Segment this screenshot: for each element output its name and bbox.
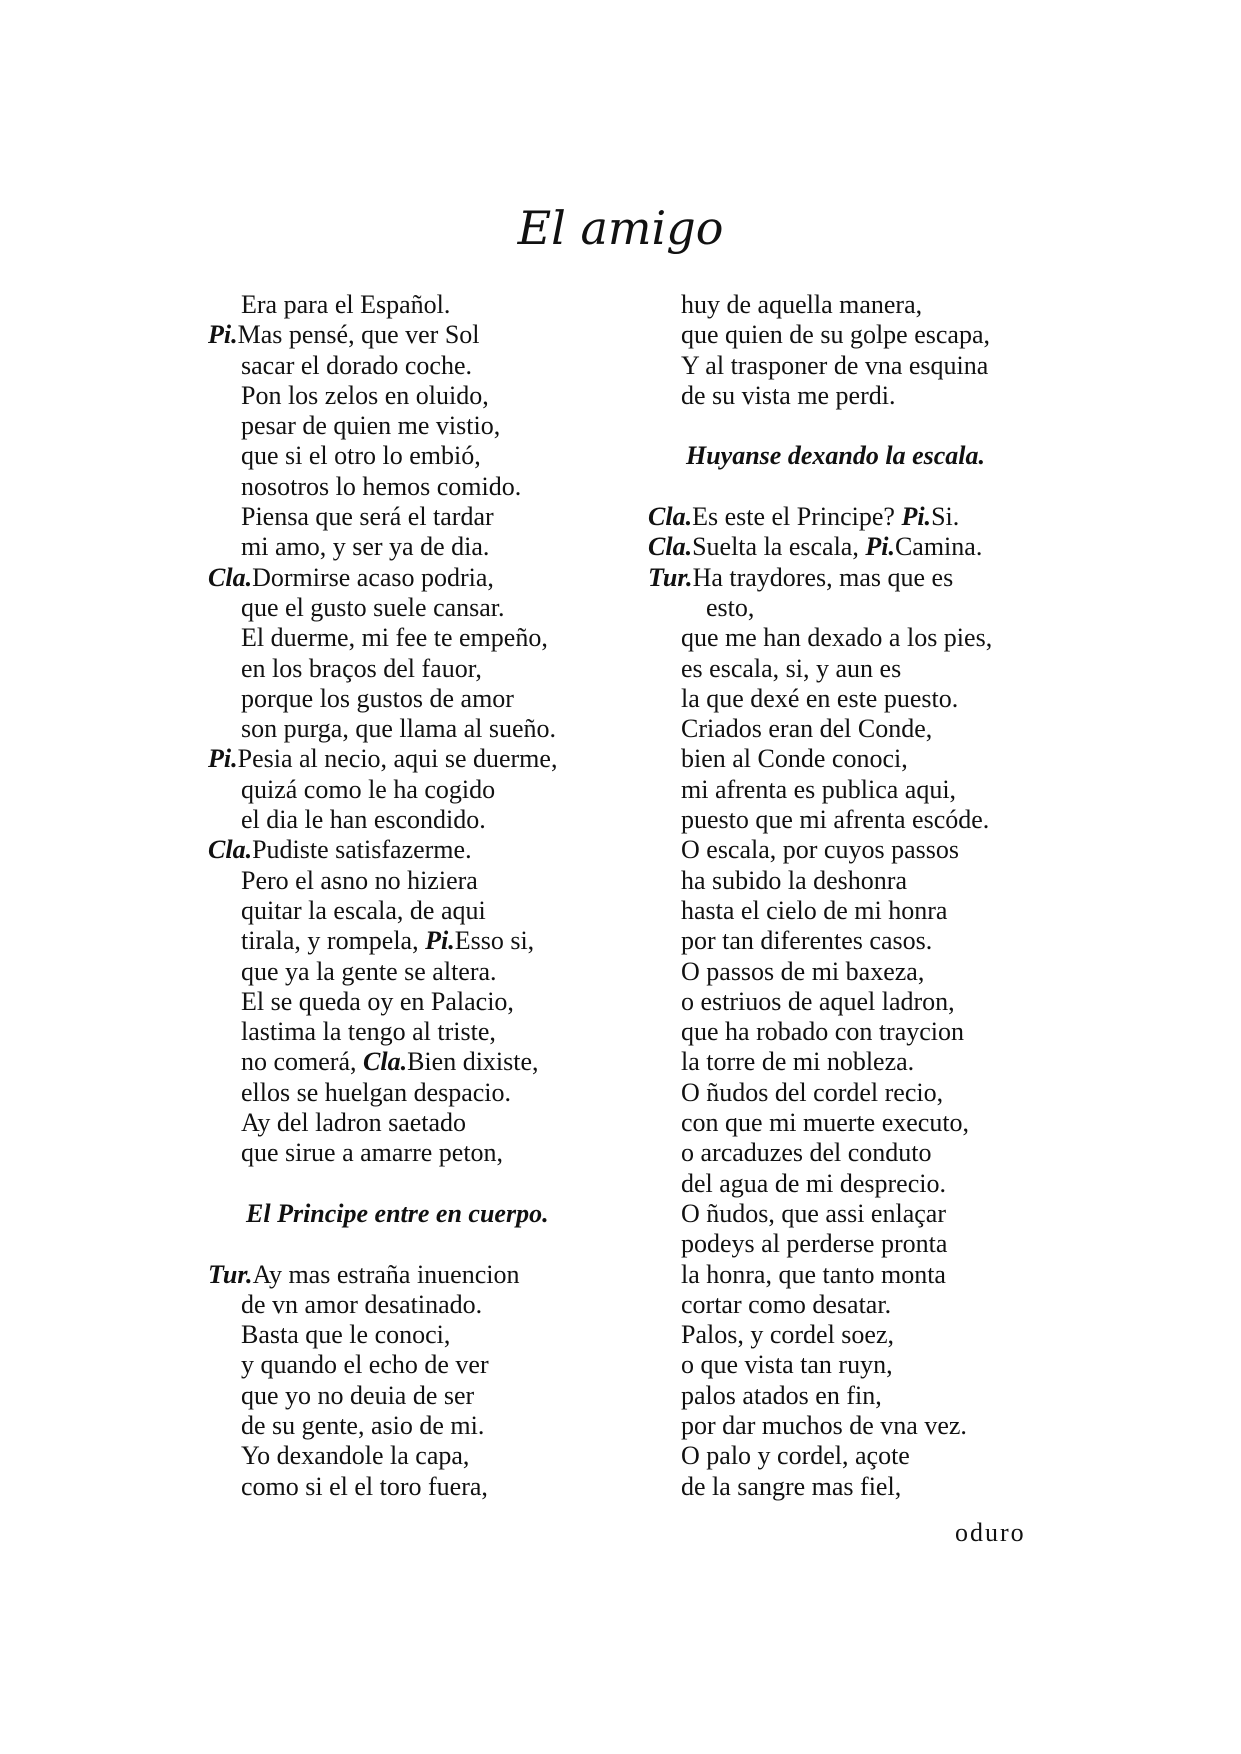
verse-line	[648, 563, 1048, 593]
verse-text: podeys al perderse pronta	[681, 1229, 948, 1259]
verse-line	[208, 1017, 648, 1047]
verse-line	[208, 1047, 648, 1077]
verse-text: en los braços del fauor,	[241, 653, 482, 683]
stage-direction: Huyanse dexando la escala.	[686, 441, 985, 471]
verse-line	[648, 1290, 1048, 1320]
verse-line	[648, 957, 1048, 987]
verse-line	[208, 866, 648, 896]
left-column	[208, 290, 648, 1502]
verse-text: que yo no deuia de ser	[241, 1380, 475, 1410]
speaker-label: Cla.	[356, 1047, 408, 1077]
verse-line	[208, 411, 648, 441]
verse-text: pesar de quien me vistio,	[241, 411, 501, 441]
verse-line	[648, 684, 1048, 714]
verse-gap	[648, 411, 1048, 441]
verse-line	[648, 866, 1048, 896]
verse-line	[208, 1108, 648, 1138]
verse-line	[648, 1229, 1048, 1259]
verse-text: como si el el toro fuera,	[241, 1471, 488, 1501]
verse-text: Era para el Español.	[241, 290, 451, 319]
verse-line	[648, 1047, 1048, 1077]
catchword: oduro	[955, 1518, 1026, 1547]
verse-text: O passos de mi baxeza,	[681, 956, 925, 986]
verse-line	[648, 1320, 1048, 1350]
verse-text: que el gusto suele cansar.	[241, 592, 505, 622]
verse-line	[648, 381, 1048, 411]
verse-text: que quien de su golpe escapa,	[681, 320, 991, 350]
verse-line	[208, 805, 648, 835]
verse-text: quitar la escala, de aqui	[241, 895, 486, 925]
verse-line	[208, 1078, 648, 1108]
verse-text: no comerá,	[241, 1047, 357, 1077]
verse-line	[208, 1290, 648, 1320]
verse-text: la honra, que tanto monta	[681, 1259, 946, 1289]
verse-line	[208, 714, 648, 744]
verse-line	[648, 1078, 1048, 1108]
verse-text: Suelta la escala,	[692, 532, 859, 562]
verse-text: El duerme, mi fee te empeño,	[241, 623, 548, 653]
verse-line	[648, 1260, 1048, 1290]
verse-text: mi amo, y ser ya de dia.	[241, 532, 490, 562]
verse-line	[208, 1411, 648, 1441]
verse-line	[648, 775, 1048, 805]
verse-text: que ha robado con traycion	[681, 1017, 965, 1047]
verse-text: bien al Conde conoci,	[681, 744, 908, 774]
verse-text: Camina.	[894, 532, 983, 562]
verse-line	[208, 441, 648, 471]
verse-text: lastima la tengo al triste,	[241, 1017, 496, 1047]
verse-line	[648, 1138, 1048, 1168]
verse-line	[208, 1260, 648, 1290]
verse-line	[208, 290, 648, 320]
verse-line	[648, 654, 1048, 684]
speaker-label: Cla.	[648, 532, 693, 562]
verse-text: Ha traydores, mas que es	[692, 562, 954, 592]
verse-text: de vn amor desatinado.	[241, 1289, 483, 1319]
verse-text: tirala, y rompela,	[241, 926, 419, 956]
verse-text: esto,	[706, 592, 755, 622]
verse-line	[648, 1199, 1048, 1229]
verse-text: Palos, y cordel soez,	[681, 1320, 895, 1350]
verse-text: Es este el Principe?	[692, 502, 895, 532]
verse-text: o estriuos de aquel ladron,	[681, 986, 955, 1016]
verse-text: Yo dexandole la capa,	[241, 1441, 470, 1471]
verse-text: la torre de mi nobleza.	[681, 1047, 915, 1077]
verse-text: de su gente, asio de mi.	[241, 1410, 485, 1440]
verse-text: Ay del ladron saetado	[241, 1108, 467, 1138]
verse-gap	[208, 1169, 648, 1199]
speaker-label: Pi.	[894, 502, 932, 532]
verse-text: O ñudos del cordel recio,	[681, 1077, 944, 1107]
verse-text: ha subido la deshonra	[681, 865, 908, 895]
verse-text: Esso si,	[454, 926, 535, 956]
verse-line	[208, 1472, 648, 1502]
verse-line	[648, 1169, 1048, 1199]
verse-text: por dar muchos de vna vez.	[681, 1410, 967, 1440]
speaker-label: Cla.	[648, 502, 693, 532]
verse-text: y quando el echo de ver	[241, 1350, 489, 1380]
speaker-label: Tur.	[648, 562, 693, 592]
verse-line	[648, 1350, 1048, 1380]
verse-line	[648, 1472, 1048, 1502]
verse-text: Pudiste satisfazerme.	[252, 835, 472, 865]
verse-text: Ay mas estraña inuencion	[252, 1259, 520, 1289]
verse-line	[208, 775, 648, 805]
verse-line	[648, 532, 1048, 562]
verse-text: o que vista tan ruyn,	[681, 1350, 893, 1380]
verse-line	[208, 532, 648, 562]
verse-text: que si el otro lo embió,	[241, 441, 481, 471]
speaker-label: Tur.	[208, 1259, 253, 1289]
verse-text: huy de aquella manera,	[681, 290, 923, 319]
verse-text: Mas pensé, que ver Sol	[237, 320, 480, 350]
verse-text: el dia le han escondido.	[241, 805, 486, 835]
verse-text: del agua de mi desprecio.	[681, 1168, 946, 1198]
verse-line	[208, 472, 648, 502]
verse-line	[208, 1381, 648, 1411]
verse-line	[208, 654, 648, 684]
verse-text: que ya la gente se altera.	[241, 956, 497, 986]
verse-text: quizá como le ha cogido	[241, 774, 496, 804]
verse-line	[648, 1108, 1048, 1138]
speaker-label: Pi.	[858, 532, 895, 562]
verse-text: Piensa que será el tardar	[241, 502, 494, 532]
verse-text: son purga, que llama al sueño.	[241, 714, 557, 744]
verse-line	[208, 744, 648, 774]
verse-line	[648, 714, 1048, 744]
verse-text: de su vista me perdi.	[681, 380, 896, 410]
verse-line	[648, 290, 1048, 320]
verse-line	[648, 835, 1048, 865]
verse-line	[208, 563, 648, 593]
verse-text: O palo y cordel, açote	[681, 1441, 910, 1471]
speaker-label: Cla.	[208, 835, 253, 865]
verse-text: Pero el asno no hiziera	[241, 865, 478, 895]
verse-text: ellos se huelgan despacio.	[241, 1077, 512, 1107]
verse-line	[208, 987, 648, 1017]
verse-line	[208, 957, 648, 987]
verse-line	[648, 926, 1048, 956]
verse-text: El se queda oy en Palacio,	[241, 986, 514, 1016]
verse-text: de la sangre mas fiel,	[681, 1471, 902, 1501]
verse-line	[208, 835, 648, 865]
verse-text: que sirue a amarre peton,	[241, 1138, 504, 1168]
verse-line	[208, 1350, 648, 1380]
verse-text: Pesia al necio, aqui se duerme,	[237, 744, 558, 774]
verse-line	[648, 623, 1048, 653]
verse-line	[648, 1017, 1048, 1047]
page-header: El amigo	[517, 201, 724, 255]
verse-line	[208, 1320, 648, 1350]
verse-text: palos atados en fin,	[681, 1380, 882, 1410]
verse-text: puesto que mi afrenta escóde.	[681, 805, 990, 835]
verse-line	[648, 593, 1048, 623]
verse-text: es escala, si, y aun es	[681, 653, 902, 683]
verse-text: nosotros lo hemos comido.	[241, 471, 522, 501]
verse-text: Y al trasponer de vna esquina	[681, 350, 989, 380]
verse-text: Bien dixiste,	[407, 1047, 539, 1077]
verse-line	[208, 623, 648, 653]
verse-text: por tan diferentes casos.	[681, 926, 933, 956]
verse-text: con que mi muerte executo,	[681, 1108, 970, 1138]
verse-text: Criados eran del Conde,	[681, 714, 933, 744]
right-column	[648, 290, 1048, 1502]
verse-line	[648, 1381, 1048, 1411]
speaker-label: Cla.	[208, 562, 253, 592]
verse-text: sacar el dorado coche.	[241, 350, 472, 380]
verse-gap	[208, 1229, 648, 1259]
verse-line	[208, 1138, 648, 1168]
verse-text: mi afrenta es publica aqui,	[681, 774, 957, 804]
verse-line	[648, 320, 1048, 350]
verse-line	[208, 381, 648, 411]
verse-line	[648, 1411, 1048, 1441]
verse-text: porque los gustos de amor	[241, 683, 514, 713]
verse-line	[648, 744, 1048, 774]
verse-text: Basta que le conoci,	[241, 1320, 451, 1350]
verse-text: Dormirse acaso podria,	[252, 562, 494, 592]
verse-line	[208, 684, 648, 714]
speaker-label: Pi.	[208, 744, 238, 774]
verse-line	[208, 351, 648, 381]
verse-line	[648, 805, 1048, 835]
verse-line	[208, 502, 648, 532]
verse-line	[208, 593, 648, 623]
verse-line	[648, 987, 1048, 1017]
verse-text: cortar como desatar.	[681, 1289, 892, 1319]
verse-line	[208, 1441, 648, 1471]
verse-text: la que dexé en este puesto.	[681, 683, 959, 713]
verse-text: O escala, por cuyos passos	[681, 835, 959, 865]
verse-line	[208, 926, 648, 956]
verse-line	[208, 896, 648, 926]
verse-line	[648, 896, 1048, 926]
speaker-label: Pi.	[418, 926, 455, 956]
verse-text: Pon los zelos en oluido,	[241, 380, 489, 410]
verse-text: Si.	[931, 502, 960, 532]
stage-direction: El Principe entre en cuerpo.	[246, 1198, 549, 1228]
speaker-label: Pi.	[208, 320, 238, 350]
verse-line	[648, 502, 1048, 532]
verse-gap	[648, 472, 1048, 502]
verse-line	[648, 351, 1048, 381]
verse-text: o arcaduzes del conduto	[681, 1138, 932, 1168]
verse-text: que me han dexado a los pies,	[681, 623, 993, 653]
verse-text: O ñudos, que assi enlaçar	[681, 1198, 946, 1228]
verse-line	[648, 1441, 1048, 1471]
verse-line	[208, 320, 648, 350]
verse-text: hasta el cielo de mi honra	[681, 895, 948, 925]
